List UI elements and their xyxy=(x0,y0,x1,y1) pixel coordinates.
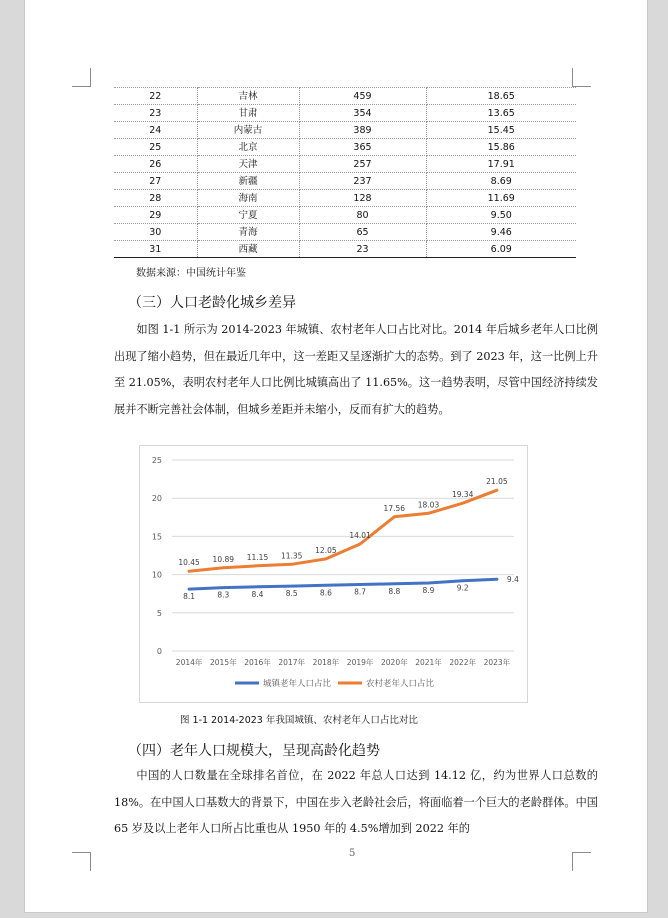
table-row xyxy=(114,88,576,105)
ratio-cell: 9.46 xyxy=(426,224,576,241)
y-tick-label: 5 xyxy=(156,608,162,618)
series-line-1 xyxy=(189,490,497,571)
page-number: 5 xyxy=(349,848,356,859)
table-row xyxy=(114,241,576,258)
ratio-cell: 18.65 xyxy=(426,88,576,105)
ratio-cell: 9.50 xyxy=(426,207,576,224)
figure-caption: 图 1-1 2014-2023 年我国城镇、农村老年人口占比对比 xyxy=(180,715,418,726)
count-cell: 354 xyxy=(299,105,426,122)
ratio-cell: 11.69 xyxy=(426,190,576,207)
x-tick-label: 2022年 xyxy=(449,658,476,667)
data-label: 8.1 xyxy=(183,592,196,602)
table-row xyxy=(114,207,576,224)
y-tick-label: 15 xyxy=(151,532,162,542)
section3-paragraph xyxy=(114,317,598,423)
province-cell: 新疆 xyxy=(197,173,299,190)
table-row xyxy=(114,105,576,122)
legend-label: 城镇老年人口占比 xyxy=(263,679,332,689)
count-cell: 257 xyxy=(299,156,426,173)
crop-mark-top-left xyxy=(72,68,91,87)
count-cell: 80 xyxy=(299,207,426,224)
crop-mark-bottom-right xyxy=(572,852,591,871)
table-row xyxy=(114,224,576,241)
data-label: 8.6 xyxy=(319,588,332,598)
data-label: 10.45 xyxy=(178,558,200,568)
ratio-cell: 13.65 xyxy=(426,105,576,122)
ratio-cell: 6.09 xyxy=(426,241,576,258)
table-row xyxy=(114,156,576,173)
crop-mark-bottom-left xyxy=(72,852,91,871)
y-tick-label: 25 xyxy=(151,456,162,465)
y-tick-label: 0 xyxy=(156,647,162,656)
count-cell: 128 xyxy=(299,190,426,207)
ratio-cell: 8.69 xyxy=(426,173,576,190)
data-label: 8.9 xyxy=(422,586,435,596)
x-tick-label: 2015年 xyxy=(210,658,237,667)
rank-cell: 30 xyxy=(114,224,197,241)
count-cell: 459 xyxy=(299,88,426,105)
province-cell: 西藏 xyxy=(197,241,299,258)
crop-mark-top-right xyxy=(572,68,591,87)
rank-cell: 24 xyxy=(114,122,197,139)
y-tick-label: 20 xyxy=(151,494,162,504)
data-label: 12.05 xyxy=(315,545,337,555)
chart-canvas xyxy=(140,446,527,702)
data-label: 8.7 xyxy=(354,587,367,597)
data-label: 10.89 xyxy=(212,554,235,564)
province-cell: 甘肃 xyxy=(197,105,299,122)
data-label: 8.4 xyxy=(251,589,264,599)
count-cell: 65 xyxy=(299,224,426,241)
province-cell: 天津 xyxy=(197,156,299,173)
x-tick-label: 2021年 xyxy=(415,658,442,667)
data-label: 19.34 xyxy=(451,490,474,500)
rank-cell: 26 xyxy=(114,156,197,173)
table-row xyxy=(114,139,576,156)
x-tick-label: 2018年 xyxy=(312,658,340,667)
province-cell: 内蒙古 xyxy=(197,122,299,139)
rank-cell: 27 xyxy=(114,173,197,190)
data-label: 9.2 xyxy=(456,583,469,593)
rank-cell: 29 xyxy=(114,207,197,224)
x-tick-label: 2016年 xyxy=(244,658,271,667)
rank-cell: 28 xyxy=(114,190,197,207)
ratio-cell: 17.91 xyxy=(426,156,576,173)
count-cell: 365 xyxy=(299,139,426,156)
ratio-cell: 15.45 xyxy=(426,122,576,139)
ratio-cell: 15.86 xyxy=(426,139,576,156)
section4-paragraph xyxy=(114,763,598,843)
section3-text: 如图 1-1 所示为 2014-2023 年城镇、农村老年人口占比对比。2014 年后城乡老年人口比例出现了缩小趋势，但在最近几年中，这一差距又呈逐渐扩大的态势。到了 2023 年，这一比例上升至 21.05%，表明农村老年人口比例比城镇高出了 11.65%。这一趋势表明，尽管中国经济持续发展并不断完善社会体制，但城乡差距并未缩小，反而有扩大的趋势。 xyxy=(114,323,598,416)
x-tick-label: 2017年 xyxy=(278,658,305,667)
x-tick-label: 2014年 xyxy=(175,658,203,667)
series-line-0 xyxy=(189,579,497,589)
rank-cell: 23 xyxy=(114,105,197,122)
province-table xyxy=(114,87,576,258)
province-cell: 青海 xyxy=(197,224,299,241)
x-tick-label: 2019年 xyxy=(346,658,374,667)
data-label: 11.35 xyxy=(280,551,303,561)
count-cell: 237 xyxy=(299,173,426,190)
province-cell: 吉林 xyxy=(197,88,299,105)
data-label: 9.4 xyxy=(506,575,519,585)
section3-heading: （三）人口老龄化城乡差异 xyxy=(128,295,296,311)
table-row xyxy=(114,173,576,190)
data-label: 8.8 xyxy=(388,586,401,596)
data-label: 17.56 xyxy=(383,503,406,513)
table-row xyxy=(114,190,576,207)
data-label: 8.3 xyxy=(217,590,230,600)
data-label: 8.5 xyxy=(285,589,298,599)
x-tick-label: 2020年 xyxy=(381,658,408,667)
data-label: 14.01 xyxy=(349,530,371,540)
line-chart xyxy=(139,445,528,703)
rank-cell: 22 xyxy=(114,88,197,105)
y-tick-label: 10 xyxy=(151,570,162,580)
table-source-note: 数据来源：中国统计年鉴 xyxy=(136,268,246,279)
table-row xyxy=(114,122,576,139)
section4-text: 中国的人口数量在全球排名首位，在 2022 年总人口达到 14.12 亿，约为世界人口总数的 18%。在中国人口基数大的背景下，中国在步入老龄社会后，将面临着一个巨大的老龄群体。中国 65 岁及以上老年人口所占比重也从 1950 年的 4.5%增加到 2022 年的 xyxy=(114,769,598,835)
province-cell: 海南 xyxy=(197,190,299,207)
count-cell: 23 xyxy=(299,241,426,258)
province-cell: 北京 xyxy=(197,139,299,156)
count-cell: 389 xyxy=(299,122,426,139)
province-cell: 宁夏 xyxy=(197,207,299,224)
section4-heading: （四）老年人口规模大，呈现高龄化趋势 xyxy=(128,743,380,759)
x-tick-label: 2023年 xyxy=(483,658,511,667)
rank-cell: 31 xyxy=(114,241,197,258)
legend-label: 农村老年人口占比 xyxy=(366,679,435,689)
data-label: 18.03 xyxy=(417,500,440,510)
data-label: 11.15 xyxy=(246,552,269,562)
data-label: 21.05 xyxy=(486,477,508,487)
rank-cell: 25 xyxy=(114,139,197,156)
